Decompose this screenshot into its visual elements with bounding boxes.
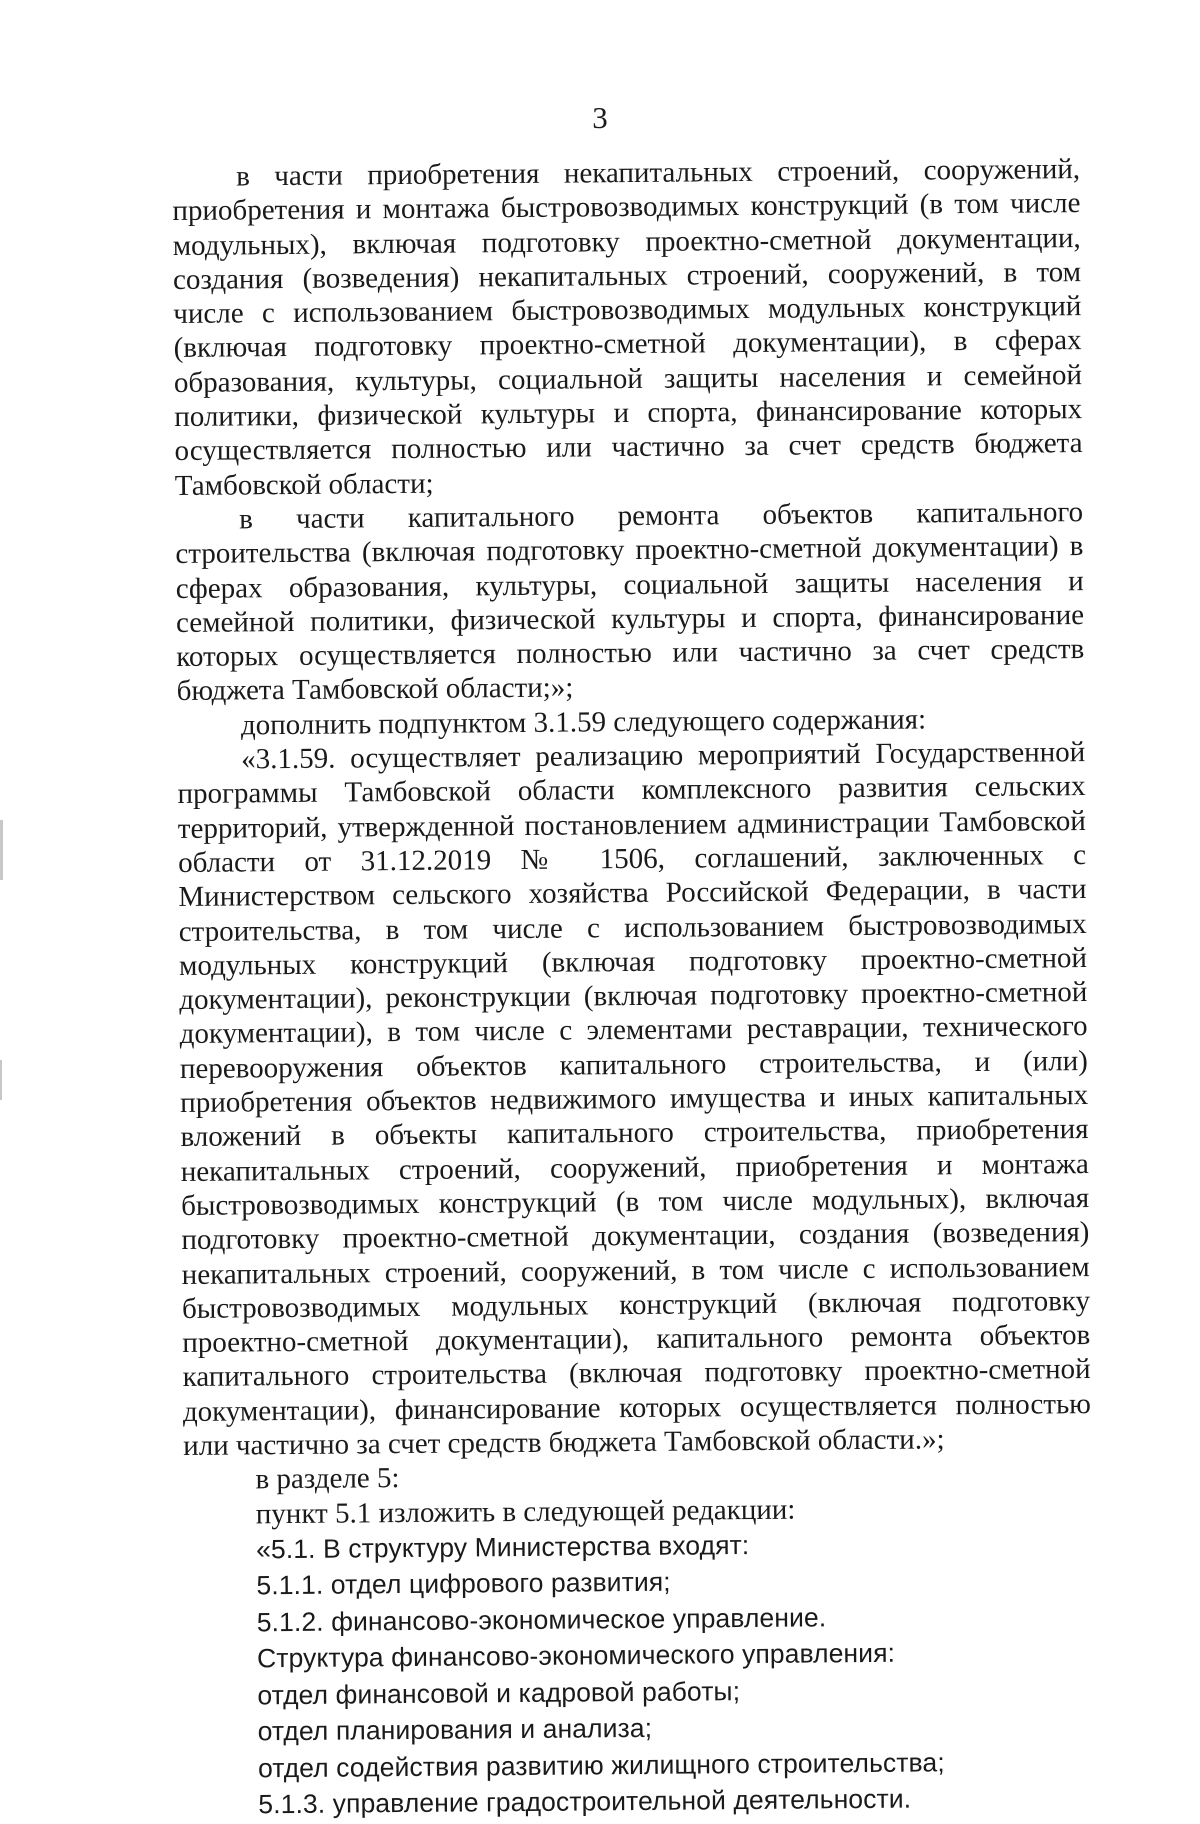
paragraph-acquisition-noncapital: в части приобретения некапитальных строений, сооружений, приобретения и монтажа быстровозводимых конструкций (в том числе модульных), включая подготовку проектно-сметной документации, создания (возведения) некапитальных строений, сооружений, в том числе с использованием быстровозводимых модульных конструкций (включая подготовку проектно-сметной документации), в сферах образования, культуры, социальной защиты населения и семейной политики, физической культуры и спорта, финансирование которых осуществляется полностью или частично за счет средств бюджета Тамбовской области; — [172, 153, 1083, 502]
scan-edge-mark — [0, 1060, 2, 1100]
scan-edge-mark — [0, 820, 3, 880]
page-number: 3 — [592, 100, 608, 135]
list-item: отдел планирования и анализа; — [257, 1713, 653, 1747]
paragraph-capital-repair: в части капитального ремонта объектов капитального строительства (включая подготовку проектно-сметной документации) в сферах образования, культуры, социальной защиты населения и семейной политики, физической культуры и спорта, финансирование которых осуществляется полностью или частично за счет средств бюджета Тамбовской области;»; — [175, 496, 1085, 708]
document-body — [172, 152, 1094, 1824]
list-item: 5.1.1. отдел цифрового развития; — [256, 1567, 671, 1601]
list-item: «5.1. В структуру Министерства входят: — [255, 1529, 750, 1565]
list-item: пункт 5.1 изложить в следующей редакции: — [255, 1493, 796, 1530]
list-item: отдел финансовой и кадровой работы; — [257, 1675, 741, 1711]
section-5-structure-list — [183, 1455, 1094, 1824]
list-item: Структура финансово-экономического управления: — [256, 1638, 896, 1674]
list-item: 5.1.2. финансово-экономическое управление. — [256, 1602, 827, 1638]
list-item: отдел содействия развитию жилищного строительства; — [257, 1747, 945, 1784]
list-item: 5.1.3. управление градостроительной деятельности. — [258, 1783, 912, 1820]
list-item: в разделе 5: — [255, 1462, 400, 1496]
paragraph-subclause-3-1-59: «3.1.59. осуществляет реализацию мероприятий Государственной программы Тамбовской области комплексного развития сельских территорий, утвержденной постановлением администрации Тамбовской области от 31.12.2019 № 1506, соглашений, заключенных с Министерством сельского хозяйства Российской Федерации, в части строительства, в том числе с использованием быстровозводимых модульных конструкций (включая подготовку проектно-сметной документации), реконструкции (включая подготовку проектно-сметной документации), в том числе с элементами реставрации, технического перевооружения объектов капитального строительства, и (или) приобретения объектов недвижимого имущества и иных капитальных вложений в объекты капитального строительства, приобретения некапитальных строений, сооружений, приобретения и монтажа быстровозводимых конструкций (в том числе модульных), включая подготовку проектно-сметной документации, создания (возведения) некапитальных строений, сооружений, в том числе с использованием быстровозводимых модульных конструкций (включая подготовку проектно-сметной документации), капитального ремонта объектов капитального строительства (включая подготовку проектно-сметной документации), финансирование которых осуществляется полностью или частично за счет средств бюджета Тамбовской области.»; — [177, 736, 1092, 1462]
paragraph-add-subclause: дополнить подпунктом 3.1.59 следующего содержания: — [240, 703, 927, 742]
